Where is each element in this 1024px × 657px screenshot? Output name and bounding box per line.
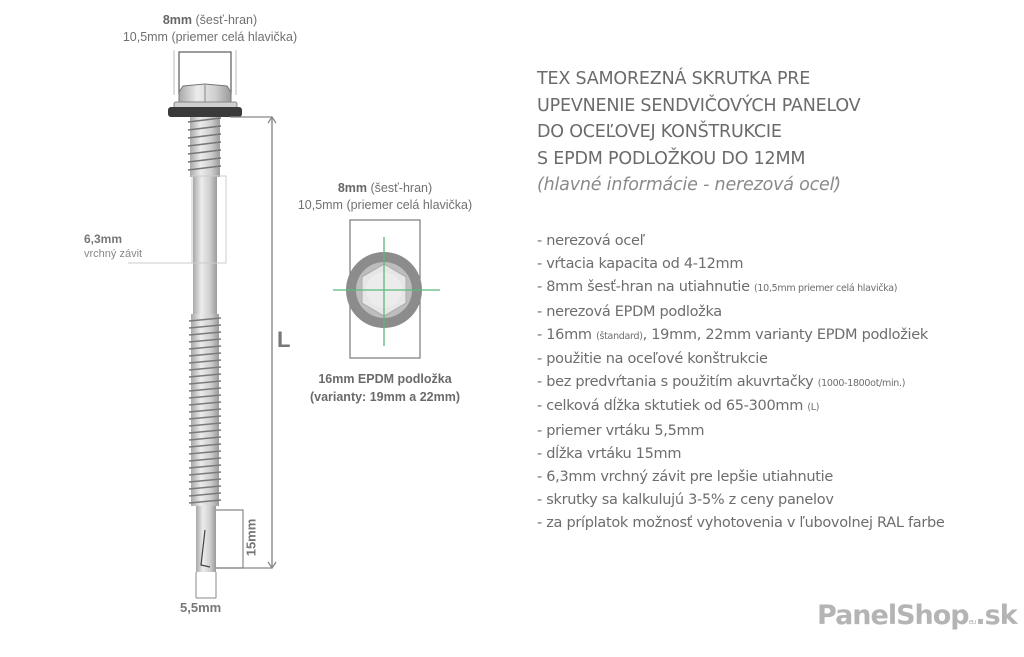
feature-item [537, 443, 1007, 466]
feature-text: - 16mm [537, 326, 597, 343]
head-dimension-label [80, 12, 340, 46]
feature-note: (L) [807, 402, 820, 414]
feature-text: - vŕtacia kapacita od 4-12mm [537, 256, 744, 273]
head-diameter: 10,5mm (priemer celá hlavička) [122, 30, 298, 44]
feature-note: (10,5mm priemer celá hlavička) [754, 283, 898, 295]
top-hex-note: (šesť-hran) [370, 181, 433, 195]
feature-text: - 6,3mm vrchný závit pre lepšie utiahnutie [537, 469, 833, 486]
washer-line1: 16mm EPDM podložka [318, 372, 452, 386]
feature-item [537, 512, 1007, 535]
feature-item [537, 395, 1007, 419]
drill-length-label: 15mm [243, 518, 259, 557]
feature-note: (štandard) [596, 330, 643, 342]
drill-diameter-label: 5,5mm [180, 600, 222, 615]
product-title [537, 66, 997, 199]
top-view-label [255, 180, 515, 214]
title-subtitle: (hlavné informácie - nerezová oceľ) [537, 175, 841, 195]
feature-item [537, 324, 1007, 348]
feature-item [537, 466, 1007, 489]
top-hex-size: 8mm [337, 181, 368, 195]
washer-line2: (varianty: 19mm a 22mm) [309, 390, 461, 404]
length-label: L [277, 327, 291, 352]
head-hex-size: 8mm [162, 13, 193, 27]
title-line-1: TEX SAMOREZNÁ SKRUTKA PRE [537, 69, 811, 89]
thread-note: vrchný závit [84, 248, 143, 260]
title-line-2: UPEVNENIE SENDVIČOVÝCH PANELOV [537, 95, 861, 116]
logo-suffix: .sk [975, 600, 1017, 631]
feature-text-cont: , 19mm, 22mm varianty EPDM podložiek [642, 326, 929, 343]
feature-text: - dĺžka vrtáku 15mm [537, 445, 682, 462]
feature-item [537, 489, 1007, 512]
thread-label [84, 232, 194, 262]
feature-item [537, 276, 1007, 300]
panelshop-logo [817, 600, 1017, 631]
feature-item [537, 230, 1007, 253]
thread-size: 6,3mm [84, 232, 123, 246]
feature-item [537, 420, 1007, 443]
washer-label [265, 370, 505, 406]
title-line-3: DO OCEĽOVEJ KONŠTRUKCIE [537, 122, 782, 142]
feature-text: - skrutky sa kalkulujú 3-5% z ceny panelov [537, 492, 834, 509]
title-line-4: S EPDM PODLOŽKOU DO 12MM [537, 148, 806, 169]
feature-text: - bez predvŕtania s použitím akuvrtačky [537, 374, 818, 391]
logo-main: PanelShop [817, 600, 969, 631]
feature-text: - za príplatok možnosť vyhotovenia v ľubovolnej RAL farbe [537, 515, 945, 532]
feature-item [537, 348, 1007, 371]
feature-text: - nerezová oceľ [537, 233, 645, 249]
feature-text: - použitie na oceľové konštrukcie [537, 351, 768, 368]
feature-item [537, 371, 1007, 395]
feature-note: (1000-1800ot/min.) [817, 378, 906, 390]
feature-item [537, 253, 1007, 276]
feature-list [537, 230, 1007, 536]
head-hex-note: (šesť-hran) [195, 13, 258, 27]
feature-text: - celková dĺžka sktutiek od 65-300mm [537, 398, 808, 415]
feature-item [537, 301, 1007, 324]
logo-tiny: eu [968, 618, 976, 626]
top-head-diameter: 10,5mm (priemer celá hlavička) [297, 198, 473, 212]
feature-text: - nerezová EPDM podložka [537, 303, 722, 320]
feature-text: - 8mm šesť-hran na utiahnutie [537, 279, 754, 296]
feature-text: - priemer vrtáku 5,5mm [537, 422, 705, 439]
